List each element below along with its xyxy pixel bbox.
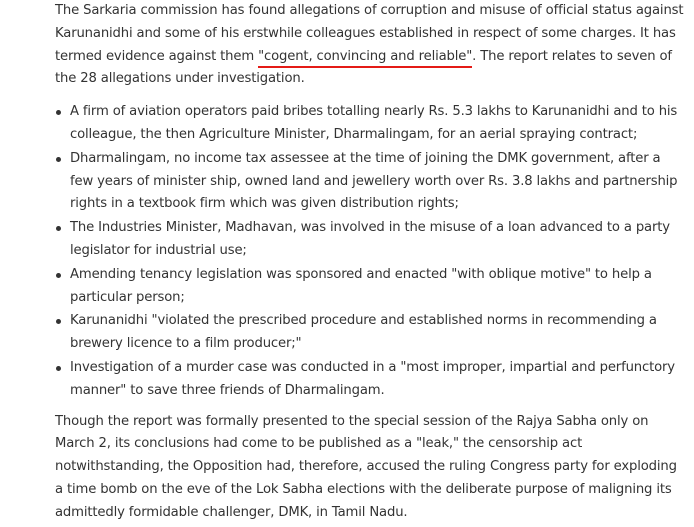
list-item-text: Amending tenancy legislation was sponsored and enacted "with oblique motive" to help a particular person; xyxy=(70,266,652,305)
list-item xyxy=(55,264,687,310)
intro-text-before: The Sarkaria commission has found allegations of corruption and misuse of official status against Karunanidhi and some of his erstwhile colleagues established in respect of some charges. It has termed evidence against them xyxy=(55,3,684,64)
allegations-list xyxy=(55,101,687,402)
list-item xyxy=(55,101,687,147)
list-item xyxy=(55,357,687,403)
closing-paragraph: Though the report was formally presented to the special session of the Rajya Sabha only on March 2, its conclusions had come to be published as a "leak," the censorship act notwithstanding, the Opposition had, therefore, accused the ruling Congress party for exploding a time bomb on the eve of the Lok Sabha elections with the deliberate purpose of maligning its admittedly formidable challenger, DMK, in Tamil Nadu. xyxy=(55,413,677,520)
bullet-icon xyxy=(56,157,61,162)
bullet-icon xyxy=(56,319,61,324)
article-body xyxy=(55,0,687,525)
list-item-text: The Industries Minister, Madhavan, was involved in the misuse of a loan advanced to a party legislator for industrial use; xyxy=(70,220,670,258)
list-item-text: Karunanidhi "violated the prescribed procedure and established norms in recommending a brewery licence to a film producer;" xyxy=(70,313,657,352)
list-item-text: Dharmalingam, no income tax assessee at the time of joining the DMK government, after a few years of minister ship, owned land and jewellery worth over Rs. 3.8 lakhs and partnership rights in a textbook firm which was given distribution rights; xyxy=(70,150,678,212)
list-item-text: Investigation of a murder case was conducted in a "most improper, impartial and perfunctory manner" to save three friends of Dharmalingam. xyxy=(70,359,675,398)
intro-text-after: . The report relates to seven of the 28 allegations under investigation. xyxy=(55,48,672,87)
list-item-text: A firm of aviation operators paid bribes totalling nearly Rs. 5.3 lakhs to Karunanidhi and to his colleague, the then Agriculture Minister, Dharmalingam, for an aerial spraying contract; xyxy=(70,104,678,142)
list-item xyxy=(55,310,687,356)
bullet-icon xyxy=(56,226,61,231)
list-item xyxy=(55,217,687,263)
bullet-icon xyxy=(56,273,61,278)
bullet-icon xyxy=(56,366,61,371)
intro-paragraph xyxy=(55,0,687,91)
highlighted-quote: "cogent, convincing and reliable" xyxy=(258,49,472,68)
list-item xyxy=(55,148,687,216)
bullet-icon xyxy=(56,110,61,115)
